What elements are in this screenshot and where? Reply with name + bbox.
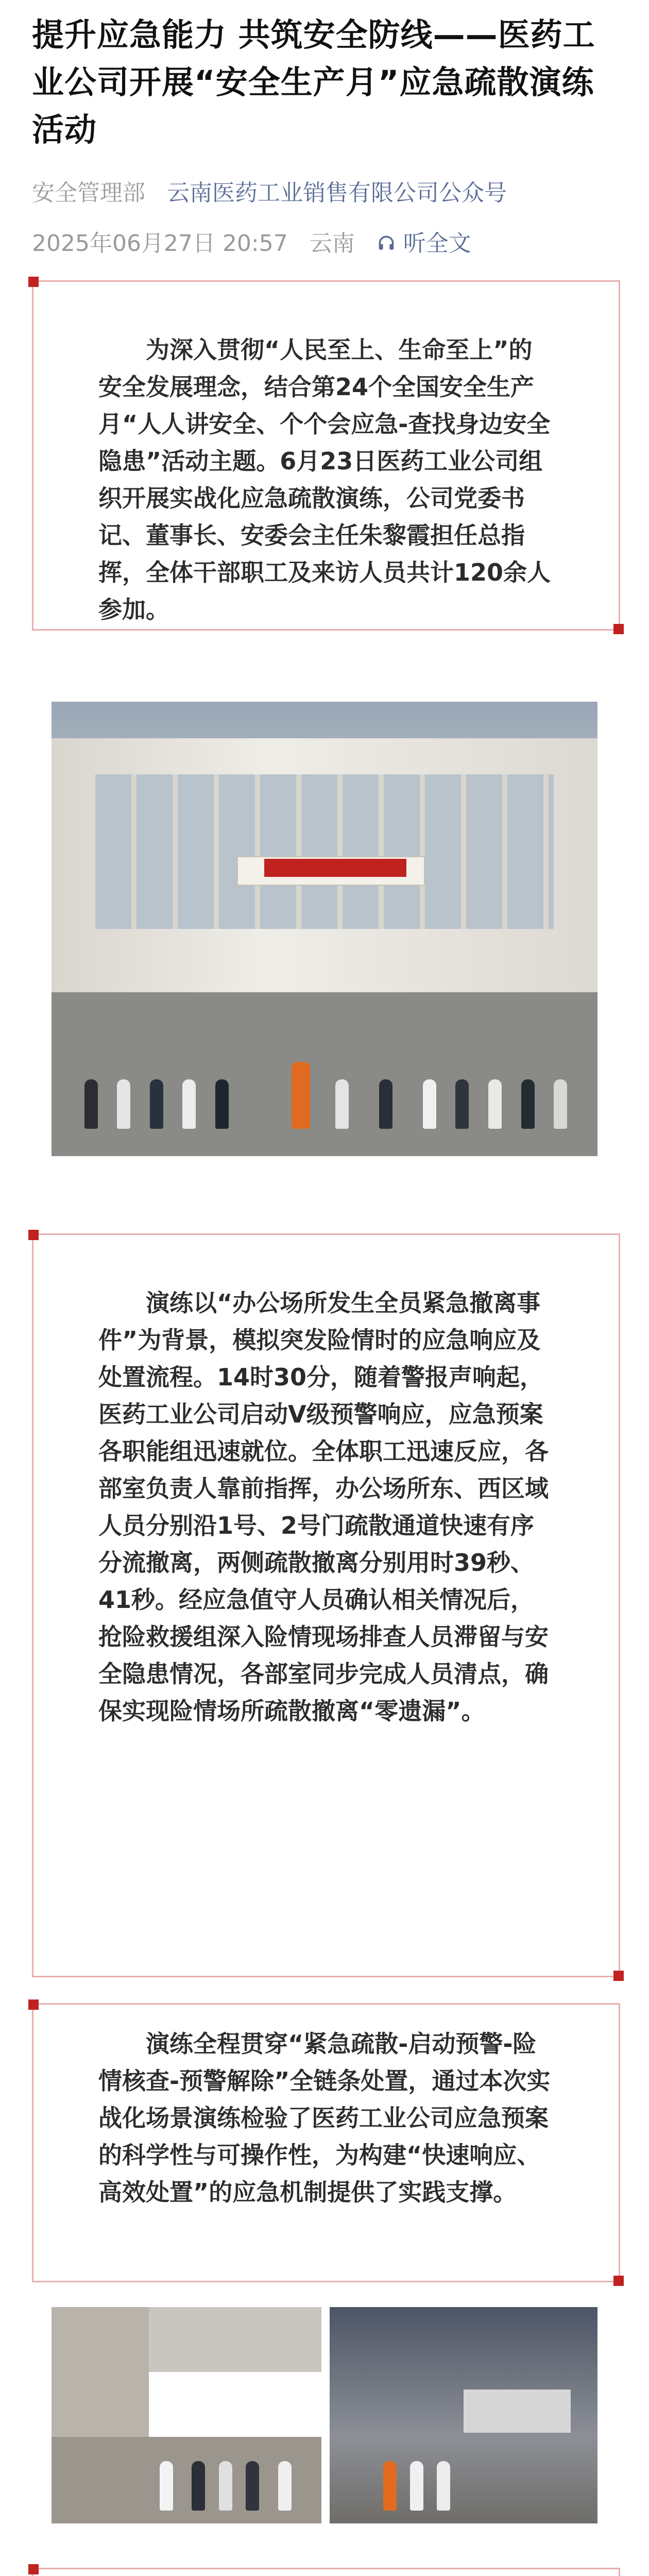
card-corner-decoration <box>613 2276 624 2286</box>
card-corner-decoration <box>28 2564 39 2574</box>
article-source: 安全管理部 <box>32 180 145 206</box>
card-corner-decoration <box>613 1971 624 1981</box>
account-link[interactable]: 云南医药工业销售有限公司公众号 <box>166 180 507 206</box>
drill-assembly-photo <box>52 702 597 1156</box>
listen-button[interactable] <box>377 230 471 257</box>
section-card-summary <box>32 2003 620 2282</box>
card-corner-decoration <box>28 1230 39 1240</box>
section-text: 演练以“办公场所发生全员紧急撤离事件”为背景，模拟突发险情时的应急响应及处置流程。14时30分，随着警报声响起，医药工业公司启动V级预警响应，应急预案各职能组迅速就位。全体职工迅速反应，各部室负责人靠前指挥，办公场所东、西区域人员分别沿1号、2号门疏散通道快速有序分流撤离，两侧疏散撤离分别用时39秒、41秒。经应急值守人员确认相关情况后，抢险救援组深入险情现场排查人员滞留与安全隐患情况，各部室同步完成人员清点，确保实现险情场所疏散撤离“零遗漏”。 <box>98 1289 549 1725</box>
section-card-process <box>32 1233 620 1977</box>
office-drill-photo <box>330 2307 597 2523</box>
headphone-icon <box>377 233 396 253</box>
evacuation-photo <box>52 2307 321 2523</box>
listen-label: 听全文 <box>403 230 471 257</box>
section-card-intro <box>32 280 620 631</box>
article-meta-date <box>32 225 471 258</box>
section-text: 演练全程贯穿“紧急疏散-启动预警-险情核查-预警解除”全链条处置，通过本次实战化场景演练检验了医药工业公司应急预案的科学性与可操作性，为构建“快速响应、高效处置”的应急机制提供了实践支撑。 <box>98 2030 551 2206</box>
publish-date: 2025年06月27日 20:57 <box>32 230 288 257</box>
card-corner-decoration <box>613 624 624 634</box>
card-corner-decoration <box>28 277 39 287</box>
section-card-emphasis <box>32 2568 620 2576</box>
card-corner-decoration <box>28 1999 39 2010</box>
section-text: 为深入贯彻“人民至上、生命至上”的安全发展理念，结合第24个全国安全生产月“人人讲安全、个个会应急-查找身边安全隐患”活动主题。6月23日医药工业公司组织开展实战化应急疏散演练，公司党委书记、董事长、安委会主任朱黎霞担任总指挥，全体干部职工及来访人员共计120余人参加。 <box>98 336 551 623</box>
article-title: 提升应急能力 共筑安全防线——医药工业公司开展“安全生产月”应急疏散演练活动 <box>32 16 595 148</box>
article-meta <box>32 174 507 207</box>
publish-location: 云南 <box>309 230 355 257</box>
